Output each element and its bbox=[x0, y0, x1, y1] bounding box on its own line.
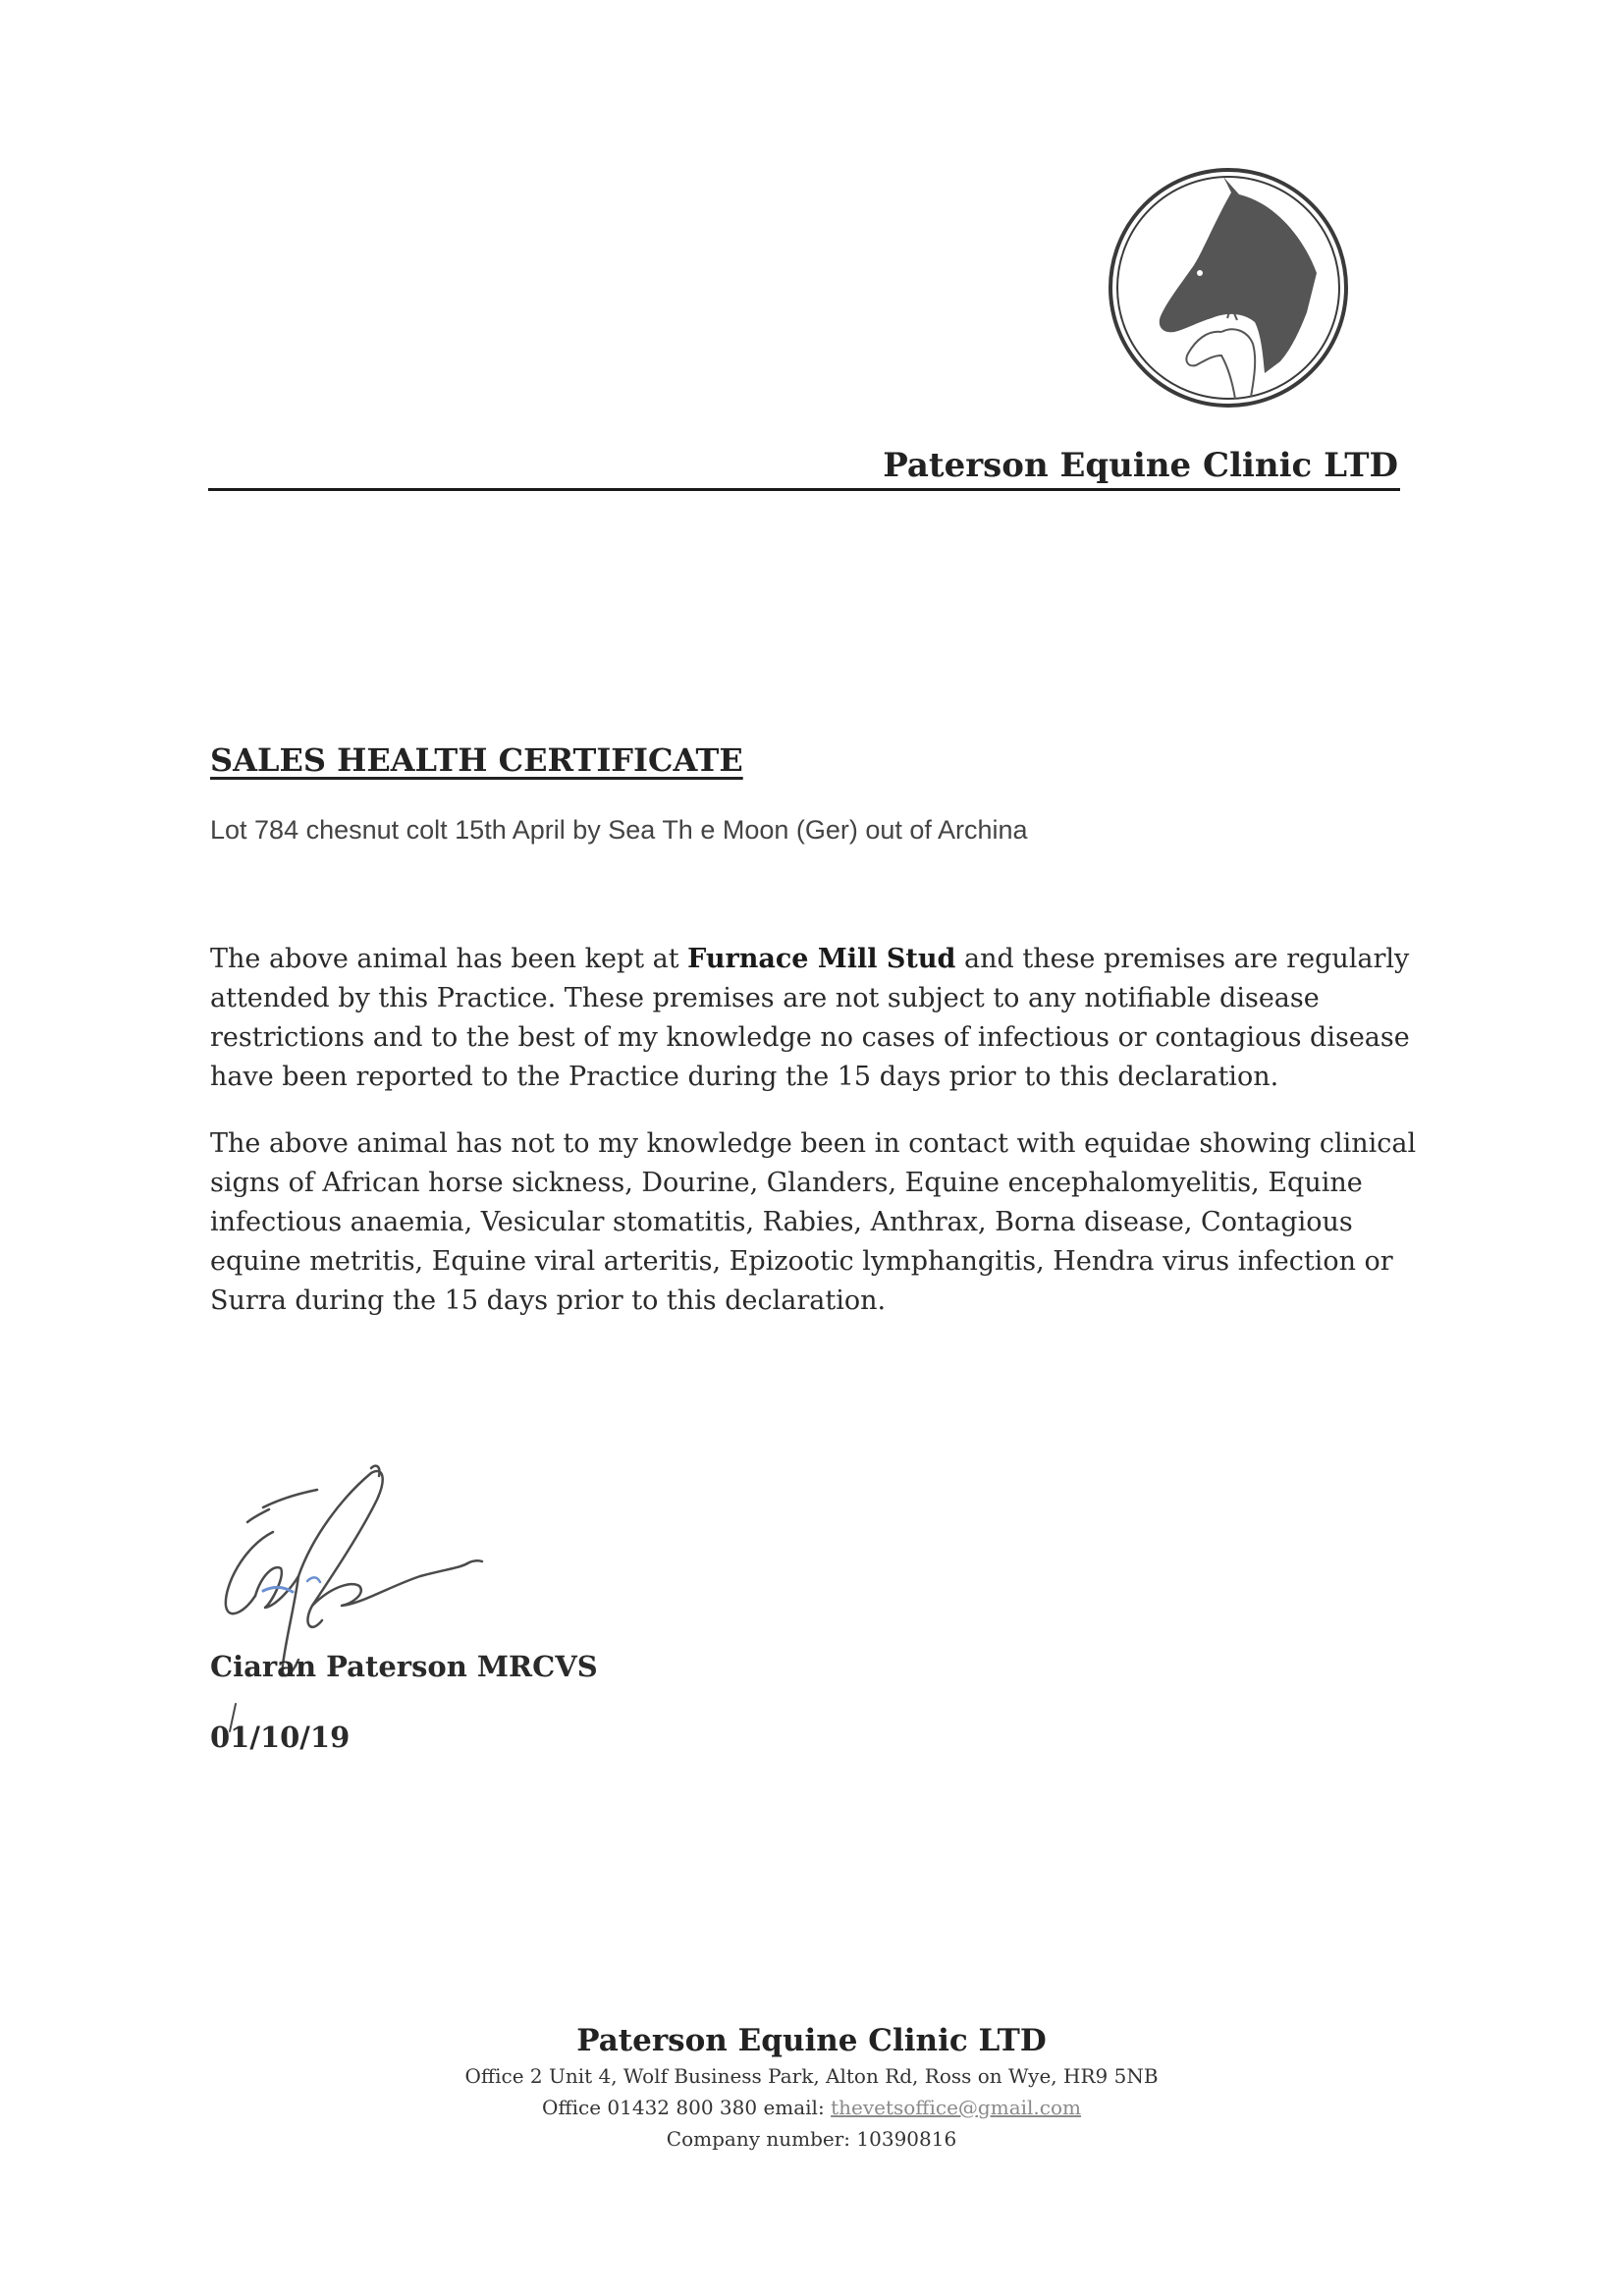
disease-contact-paragraph: The above animal has not to my knowledge been in contact with equidae showing clinical signs of African horse sickness, Dourine, Glanders, Equine encephalomyelitis, Equine infectious anaemia, Vesicular stomatitis, Rabies, Anthrax, Borna disease, Contagious equine metritis, Equine viral arteritis, Epizootic lymphangitis, Hendra virus infection or Surra during the 15 days prior to this declaration. bbox=[210, 1128, 1417, 1316]
lot-description: Lot 784 chesnut colt 15th April by Sea Th e Moon (Ger) out of Archina bbox=[210, 815, 1028, 845]
footer-company-name: Paterson Equine Clinic LTD bbox=[576, 2023, 1047, 2058]
signatory-name: Ciaran Paterson MRCVS bbox=[210, 1650, 598, 1683]
certificate-title: SALES HEALTH CERTIFICATE bbox=[210, 741, 743, 779]
premises-name: Furnace Mill Stud bbox=[687, 944, 956, 974]
horse-head-logo-icon bbox=[1106, 165, 1351, 410]
footer-email-link[interactable]: thevetsoffice@gmail.com bbox=[831, 2096, 1081, 2119]
handwritten-signature-icon bbox=[204, 1439, 636, 1733]
header-divider bbox=[208, 488, 1400, 491]
footer-company-number: Company number: 10390816 bbox=[666, 2127, 957, 2151]
para1-intro: The above animal has been kept at bbox=[210, 944, 688, 974]
signature-date: 01/10/19 bbox=[210, 1721, 351, 1754]
company-name: Paterson Equine Clinic LTD bbox=[883, 446, 1398, 485]
footer-address: Office 2 Unit 4, Wolf Business Park, Alton Rd, Ross on Wye, HR9 5NB bbox=[464, 2064, 1159, 2088]
footer bbox=[0, 2021, 1623, 2155]
footer-phone: Office 01432 800 380 email: bbox=[542, 2096, 832, 2119]
footer-contact bbox=[0, 2092, 1623, 2123]
para1-rest: and these premises are regularly attended by this Practice. These premises are not subject to any notifiable disease restrictions and to the best of my knowledge no cases of infectious or contagious disease have been reported to the Practice during the 15 days prior to this declaration. bbox=[210, 944, 1410, 1092]
premises-paragraph bbox=[210, 940, 1418, 1097]
